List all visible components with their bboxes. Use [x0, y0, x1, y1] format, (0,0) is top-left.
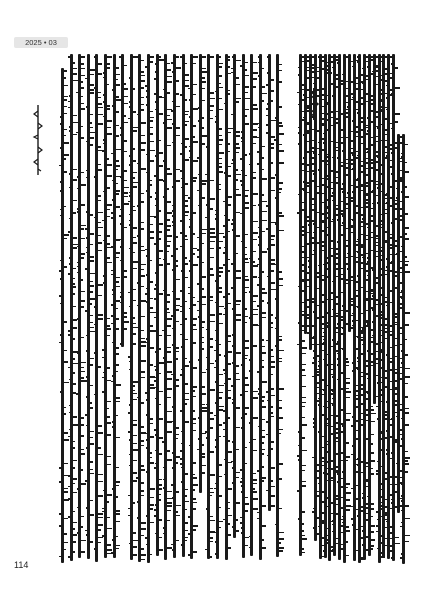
text-line [92, 54, 101, 564]
text-line [75, 54, 84, 564]
issue-label: 2025 • 03 [14, 37, 68, 48]
body-text-column-right [296, 54, 404, 564]
text-line [58, 54, 67, 564]
text-line [196, 54, 205, 564]
text-line [265, 54, 274, 564]
text-line [239, 54, 248, 564]
text-line [127, 54, 136, 564]
text-line [161, 54, 170, 564]
text-line [247, 54, 256, 564]
text-line [222, 54, 231, 564]
text-line [273, 54, 282, 564]
page-number: 114 [14, 560, 29, 570]
text-line [135, 54, 144, 564]
text-line [118, 54, 127, 564]
text-line [110, 54, 119, 564]
running-head-script-glyph [31, 101, 45, 179]
text-line [179, 54, 188, 564]
text-line [204, 54, 213, 564]
text-line [170, 54, 179, 564]
text-line [213, 54, 222, 564]
text-line [144, 54, 153, 564]
text-line [187, 54, 196, 564]
text-line [296, 54, 301, 564]
text-line [84, 54, 93, 564]
running-head [30, 100, 46, 180]
body-text-column-left [58, 54, 282, 564]
text-line [101, 54, 110, 564]
